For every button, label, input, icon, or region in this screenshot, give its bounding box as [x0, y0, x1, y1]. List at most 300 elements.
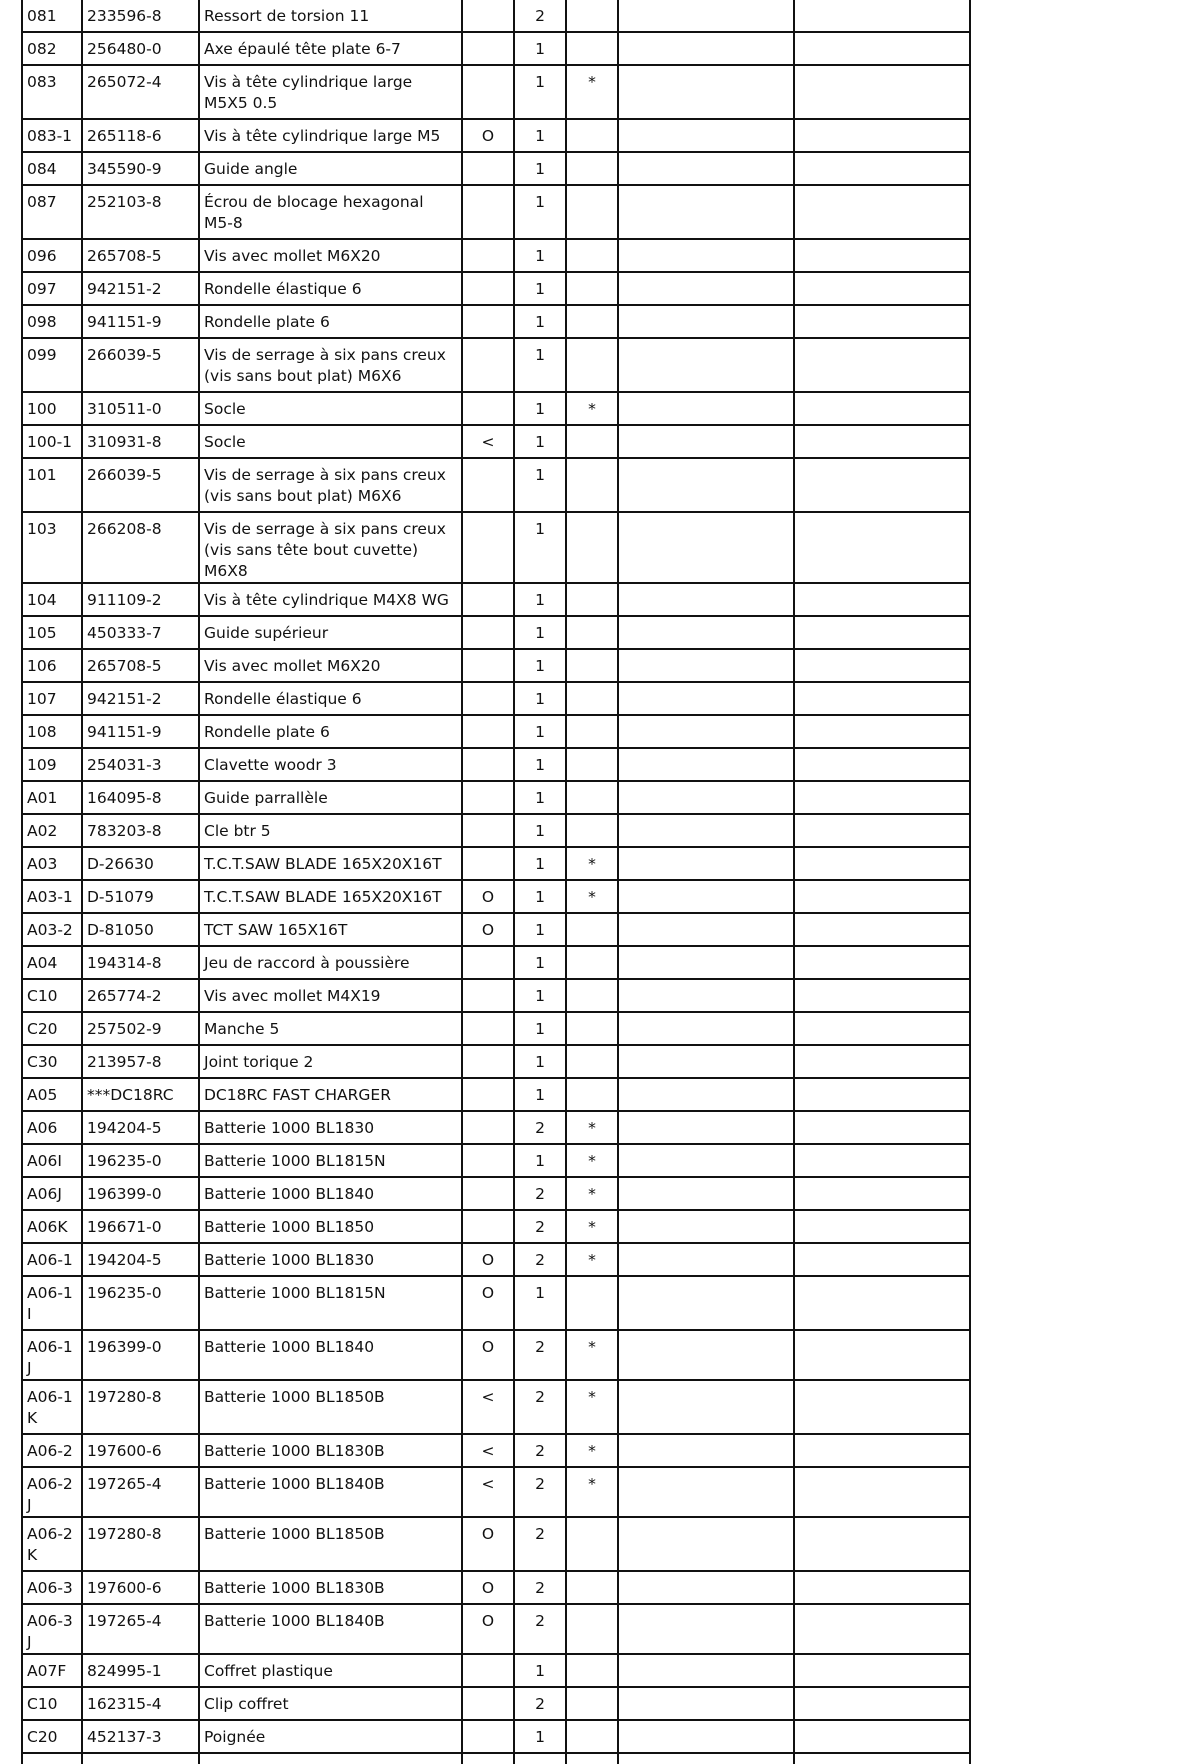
- quantity-cell: 1: [514, 1144, 566, 1177]
- empty-cell: [618, 616, 794, 649]
- marker-cell: <: [462, 1380, 514, 1434]
- empty-cell: [794, 1571, 970, 1604]
- description-cell: Rondelle plate 6: [199, 715, 462, 748]
- quantity-cell: 2: [514, 1177, 566, 1210]
- item-number-cell: A03-2: [22, 913, 82, 946]
- item-number-cell: A06-2K: [22, 1517, 82, 1571]
- marker-cell: [462, 239, 514, 272]
- empty-cell: [794, 512, 970, 583]
- item-number-cell: 101: [22, 458, 82, 512]
- empty-cell: [618, 1604, 794, 1654]
- marker-cell: [462, 781, 514, 814]
- table-row: [22, 1111, 970, 1144]
- table-row: [22, 649, 970, 682]
- empty-cell: [22, 1753, 82, 1764]
- item-number-cell: C10: [22, 979, 82, 1012]
- asterisk-cell: [566, 1604, 618, 1654]
- marker-cell: O: [462, 1276, 514, 1330]
- quantity-cell: 1: [514, 814, 566, 847]
- item-number-cell: A05: [22, 1078, 82, 1111]
- empty-cell: [618, 946, 794, 979]
- marker-cell: [462, 583, 514, 616]
- item-number-cell: A06-1: [22, 1243, 82, 1276]
- quantity-cell: 1: [514, 272, 566, 305]
- description-cell: Écrou de blocage hexagonal M5-8: [199, 185, 462, 239]
- description-cell: Vis avec mollet M6X20: [199, 239, 462, 272]
- marker-cell: [462, 979, 514, 1012]
- empty-cell: [618, 239, 794, 272]
- part-reference-cell: 265708-5: [82, 649, 199, 682]
- item-number-cell: 109: [22, 748, 82, 781]
- part-reference-cell: 941151-9: [82, 305, 199, 338]
- asterisk-cell: *: [566, 1467, 618, 1517]
- part-reference-cell: D-81050: [82, 913, 199, 946]
- description-cell: Batterie 1000 BL1815N: [199, 1144, 462, 1177]
- part-reference-cell: 265118-6: [82, 119, 199, 152]
- table-row: [22, 305, 970, 338]
- description-cell: Socle: [199, 392, 462, 425]
- description-cell: TCT SAW 165X16T: [199, 913, 462, 946]
- description-cell: Joint torique 2: [199, 1045, 462, 1078]
- table-row: [22, 239, 970, 272]
- marker-cell: [462, 272, 514, 305]
- description-cell: Guide supérieur: [199, 616, 462, 649]
- asterisk-cell: [566, 649, 618, 682]
- marker-cell: [462, 946, 514, 979]
- item-number-cell: 106: [22, 649, 82, 682]
- marker-cell: <: [462, 425, 514, 458]
- table-row: [22, 392, 970, 425]
- empty-cell: [618, 649, 794, 682]
- marker-cell: [462, 338, 514, 392]
- empty-cell: [618, 1380, 794, 1434]
- empty-cell: [794, 392, 970, 425]
- empty-cell: [618, 1210, 794, 1243]
- quantity-cell: 1: [514, 1012, 566, 1045]
- quantity-cell: 2: [514, 1210, 566, 1243]
- marker-cell: O: [462, 1330, 514, 1380]
- asterisk-cell: *: [566, 880, 618, 913]
- empty-cell: [199, 1753, 462, 1764]
- asterisk-cell: *: [566, 1210, 618, 1243]
- item-number-cell: 083-1: [22, 119, 82, 152]
- marker-cell: [462, 1045, 514, 1078]
- quantity-cell: 2: [514, 1243, 566, 1276]
- table-row: [22, 425, 970, 458]
- item-number-cell: A06-2J: [22, 1467, 82, 1517]
- quantity-cell: 2: [514, 0, 566, 32]
- empty-cell: [794, 1434, 970, 1467]
- empty-cell: [618, 458, 794, 512]
- empty-cell: [618, 1045, 794, 1078]
- quantity-cell: 1: [514, 1720, 566, 1753]
- empty-cell: [618, 583, 794, 616]
- table-row: [22, 1687, 970, 1720]
- asterisk-cell: *: [566, 1330, 618, 1380]
- empty-cell: [794, 616, 970, 649]
- empty-cell: [794, 748, 970, 781]
- quantity-cell: 1: [514, 979, 566, 1012]
- part-reference-cell: 252103-8: [82, 185, 199, 239]
- empty-cell: [618, 913, 794, 946]
- marker-cell: O: [462, 1517, 514, 1571]
- quantity-cell: 1: [514, 65, 566, 119]
- quantity-cell: 1: [514, 32, 566, 65]
- part-reference-cell: 196399-0: [82, 1177, 199, 1210]
- item-number-cell: A06-1K: [22, 1380, 82, 1434]
- empty-cell: [618, 272, 794, 305]
- quantity-cell: 1: [514, 152, 566, 185]
- part-reference-cell: 783203-8: [82, 814, 199, 847]
- empty-cell: [618, 1571, 794, 1604]
- asterisk-cell: [566, 781, 618, 814]
- description-cell: Batterie 1000 BL1815N: [199, 1276, 462, 1330]
- table-row: [22, 583, 970, 616]
- item-number-cell: A04: [22, 946, 82, 979]
- marker-cell: [462, 0, 514, 32]
- asterisk-cell: [566, 946, 618, 979]
- part-reference-cell: 266208-8: [82, 512, 199, 583]
- table-row: [22, 185, 970, 239]
- part-reference-cell: 254031-3: [82, 748, 199, 781]
- item-number-cell: A06: [22, 1111, 82, 1144]
- table-row: [22, 913, 970, 946]
- parts-table-body: [22, 0, 970, 1764]
- description-cell: Rondelle élastique 6: [199, 272, 462, 305]
- quantity-cell: 1: [514, 392, 566, 425]
- table-row: [22, 1045, 970, 1078]
- empty-cell: [618, 1753, 794, 1764]
- empty-cell: [794, 649, 970, 682]
- table-row: [22, 1177, 970, 1210]
- asterisk-cell: [566, 1078, 618, 1111]
- marker-cell: [462, 1654, 514, 1687]
- quantity-cell: 1: [514, 715, 566, 748]
- table-row: [22, 338, 970, 392]
- table-row: [22, 458, 970, 512]
- part-reference-cell: 164095-8: [82, 781, 199, 814]
- item-number-cell: A06-2: [22, 1434, 82, 1467]
- empty-cell: [794, 682, 970, 715]
- description-cell: Vis de serrage à six pans creux (vis sans bout plat) M6X6: [199, 458, 462, 512]
- description-cell: Batterie 1000 BL1840B: [199, 1604, 462, 1654]
- table-row: [22, 1604, 970, 1654]
- table-row: [22, 682, 970, 715]
- item-number-cell: A03: [22, 847, 82, 880]
- table-row: [22, 1467, 970, 1517]
- empty-cell: [794, 1045, 970, 1078]
- empty-cell: [618, 0, 794, 32]
- empty-cell: [618, 1111, 794, 1144]
- asterisk-cell: [566, 272, 618, 305]
- empty-cell: [794, 65, 970, 119]
- empty-cell: [618, 748, 794, 781]
- table-row: [22, 781, 970, 814]
- item-number-cell: A01: [22, 781, 82, 814]
- asterisk-cell: [566, 1517, 618, 1571]
- empty-cell: [462, 1753, 514, 1764]
- item-number-cell: 099: [22, 338, 82, 392]
- empty-cell: [794, 913, 970, 946]
- empty-cell: [618, 880, 794, 913]
- empty-cell: [618, 65, 794, 119]
- asterisk-cell: [566, 239, 618, 272]
- part-reference-cell: 911109-2: [82, 583, 199, 616]
- part-reference-cell: D-51079: [82, 880, 199, 913]
- marker-cell: [462, 458, 514, 512]
- item-number-cell: 084: [22, 152, 82, 185]
- empty-cell: [618, 512, 794, 583]
- empty-cell: [794, 239, 970, 272]
- description-cell: Poignée: [199, 1720, 462, 1753]
- description-cell: Batterie 1000 BL1850B: [199, 1517, 462, 1571]
- table-row: [22, 512, 970, 583]
- table-row: [22, 1517, 970, 1571]
- empty-cell: [794, 425, 970, 458]
- quantity-cell: 1: [514, 458, 566, 512]
- asterisk-cell: *: [566, 392, 618, 425]
- empty-cell: [794, 32, 970, 65]
- table-row: [22, 1720, 970, 1753]
- asterisk-cell: *: [566, 65, 618, 119]
- quantity-cell: 1: [514, 1078, 566, 1111]
- asterisk-cell: [566, 152, 618, 185]
- quantity-cell: 1: [514, 239, 566, 272]
- item-number-cell: 081: [22, 0, 82, 32]
- asterisk-cell: *: [566, 1111, 618, 1144]
- part-reference-cell: D-26630: [82, 847, 199, 880]
- asterisk-cell: *: [566, 1380, 618, 1434]
- asterisk-cell: [566, 338, 618, 392]
- item-number-cell: C20: [22, 1720, 82, 1753]
- asterisk-cell: [566, 1276, 618, 1330]
- marker-cell: O: [462, 880, 514, 913]
- table-row: [22, 1571, 970, 1604]
- quantity-cell: 1: [514, 616, 566, 649]
- empty-cell: [794, 1467, 970, 1517]
- table-row: [22, 119, 970, 152]
- part-reference-cell: 942151-2: [82, 272, 199, 305]
- item-number-cell: A02: [22, 814, 82, 847]
- table-row: [22, 65, 970, 119]
- item-number-cell: A06I: [22, 1144, 82, 1177]
- description-cell: Jeu de raccord à poussière: [199, 946, 462, 979]
- item-number-cell: 082: [22, 32, 82, 65]
- description-cell: Vis à tête cylindrique large M5: [199, 119, 462, 152]
- quantity-cell: 1: [514, 649, 566, 682]
- marker-cell: [462, 616, 514, 649]
- part-reference-cell: 942151-2: [82, 682, 199, 715]
- description-cell: Guide angle: [199, 152, 462, 185]
- part-reference-cell: 196671-0: [82, 1210, 199, 1243]
- empty-cell: [618, 1330, 794, 1380]
- quantity-cell: 1: [514, 946, 566, 979]
- empty-cell: [794, 1012, 970, 1045]
- empty-cell: [618, 847, 794, 880]
- asterisk-cell: [566, 715, 618, 748]
- table-row: [22, 715, 970, 748]
- table-row: [22, 946, 970, 979]
- marker-cell: [462, 1687, 514, 1720]
- empty-cell: [794, 1753, 970, 1764]
- asterisk-cell: [566, 512, 618, 583]
- item-number-cell: A06-3: [22, 1571, 82, 1604]
- item-number-cell: C10: [22, 1687, 82, 1720]
- asterisk-cell: [566, 1045, 618, 1078]
- empty-cell: [618, 814, 794, 847]
- empty-cell: [514, 1753, 566, 1764]
- empty-cell: [618, 1434, 794, 1467]
- table-row: [22, 1012, 970, 1045]
- empty-cell: [618, 1243, 794, 1276]
- item-number-cell: C20: [22, 1012, 82, 1045]
- marker-cell: <: [462, 1434, 514, 1467]
- marker-cell: [462, 1078, 514, 1111]
- empty-cell: [794, 0, 970, 32]
- table-row: [22, 1654, 970, 1687]
- part-reference-cell: 265072-4: [82, 65, 199, 119]
- description-cell: Vis avec mollet M4X19: [199, 979, 462, 1012]
- part-reference-cell: 196235-0: [82, 1276, 199, 1330]
- asterisk-cell: [566, 1654, 618, 1687]
- empty-cell: [794, 715, 970, 748]
- description-cell: Batterie 1000 BL1840: [199, 1330, 462, 1380]
- item-number-cell: A06K: [22, 1210, 82, 1243]
- description-cell: Cle btr 5: [199, 814, 462, 847]
- item-number-cell: A06-3J: [22, 1604, 82, 1654]
- empty-cell: [618, 1276, 794, 1330]
- quantity-cell: 1: [514, 781, 566, 814]
- quantity-cell: 1: [514, 305, 566, 338]
- marker-cell: [462, 682, 514, 715]
- description-cell: Batterie 1000 BL1850B: [199, 1380, 462, 1434]
- part-reference-cell: 824995-1: [82, 1654, 199, 1687]
- part-reference-cell: 310931-8: [82, 425, 199, 458]
- item-number-cell: 100: [22, 392, 82, 425]
- asterisk-cell: [566, 814, 618, 847]
- empty-cell: [618, 1687, 794, 1720]
- empty-cell: [618, 1012, 794, 1045]
- empty-cell: [794, 847, 970, 880]
- marker-cell: [462, 1210, 514, 1243]
- description-cell: Vis avec mollet M6X20: [199, 649, 462, 682]
- marker-cell: [462, 1012, 514, 1045]
- empty-cell: [618, 305, 794, 338]
- quantity-cell: 1: [514, 185, 566, 239]
- item-number-cell: 104: [22, 583, 82, 616]
- asterisk-cell: [566, 0, 618, 32]
- part-reference-cell: 265774-2: [82, 979, 199, 1012]
- marker-cell: O: [462, 1604, 514, 1654]
- empty-cell: [794, 814, 970, 847]
- empty-cell: [794, 1687, 970, 1720]
- empty-cell: [794, 979, 970, 1012]
- item-number-cell: A06J: [22, 1177, 82, 1210]
- marker-cell: [462, 1144, 514, 1177]
- part-reference-cell: 194314-8: [82, 946, 199, 979]
- empty-cell: [82, 1753, 199, 1764]
- asterisk-cell: [566, 32, 618, 65]
- description-cell: Axe épaulé tête plate 6-7: [199, 32, 462, 65]
- quantity-cell: 1: [514, 1276, 566, 1330]
- description-cell: Vis de serrage à six pans creux (vis sans tête bout cuvette) M6X8: [199, 512, 462, 583]
- item-number-cell: 100-1: [22, 425, 82, 458]
- description-cell: Vis de serrage à six pans creux (vis sans bout plat) M6X6: [199, 338, 462, 392]
- empty-cell: [794, 583, 970, 616]
- description-cell: T.C.T.SAW BLADE 165X20X16T: [199, 880, 462, 913]
- asterisk-cell: [566, 305, 618, 338]
- quantity-cell: 2: [514, 1467, 566, 1517]
- quantity-cell: 1: [514, 512, 566, 583]
- empty-cell: [794, 1243, 970, 1276]
- description-cell: Guide parrallèle: [199, 781, 462, 814]
- empty-cell: [794, 1330, 970, 1380]
- part-reference-cell: 197265-4: [82, 1604, 199, 1654]
- part-reference-cell: 197600-6: [82, 1571, 199, 1604]
- asterisk-cell: *: [566, 1434, 618, 1467]
- part-reference-cell: 197280-8: [82, 1517, 199, 1571]
- item-number-cell: 083: [22, 65, 82, 119]
- empty-cell: [794, 1517, 970, 1571]
- item-number-cell: 096: [22, 239, 82, 272]
- asterisk-cell: *: [566, 1243, 618, 1276]
- quantity-cell: 2: [514, 1111, 566, 1144]
- asterisk-cell: [566, 425, 618, 458]
- quantity-cell: 2: [514, 1687, 566, 1720]
- asterisk-cell: [566, 458, 618, 512]
- description-cell: Rondelle plate 6: [199, 305, 462, 338]
- table-row: [22, 1434, 970, 1467]
- asterisk-cell: *: [566, 847, 618, 880]
- part-reference-cell: 196399-0: [82, 1330, 199, 1380]
- marker-cell: [462, 392, 514, 425]
- table-row-continuation: [22, 1753, 970, 1764]
- empty-cell: [618, 185, 794, 239]
- quantity-cell: 2: [514, 1434, 566, 1467]
- item-number-cell: 098: [22, 305, 82, 338]
- part-reference-cell: 233596-8: [82, 0, 199, 32]
- asterisk-cell: *: [566, 1144, 618, 1177]
- part-reference-cell: 197600-6: [82, 1434, 199, 1467]
- marker-cell: [462, 65, 514, 119]
- marker-cell: [462, 305, 514, 338]
- part-reference-cell: 265708-5: [82, 239, 199, 272]
- marker-cell: [462, 715, 514, 748]
- item-number-cell: 107: [22, 682, 82, 715]
- description-cell: Batterie 1000 BL1830B: [199, 1571, 462, 1604]
- empty-cell: [794, 1380, 970, 1434]
- empty-cell: [618, 1654, 794, 1687]
- marker-cell: [462, 1111, 514, 1144]
- table-row: [22, 616, 970, 649]
- empty-cell: [794, 1604, 970, 1654]
- asterisk-cell: [566, 119, 618, 152]
- description-cell: Batterie 1000 BL1840: [199, 1177, 462, 1210]
- quantity-cell: 1: [514, 583, 566, 616]
- empty-cell: [618, 425, 794, 458]
- part-reference-cell: 162315-4: [82, 1687, 199, 1720]
- description-cell: DC18RC FAST CHARGER: [199, 1078, 462, 1111]
- quantity-cell: 1: [514, 913, 566, 946]
- empty-cell: [794, 1078, 970, 1111]
- asterisk-cell: [566, 1720, 618, 1753]
- asterisk-cell: [566, 616, 618, 649]
- asterisk-cell: [566, 748, 618, 781]
- description-cell: T.C.T.SAW BLADE 165X20X16T: [199, 847, 462, 880]
- quantity-cell: 2: [514, 1604, 566, 1654]
- table-row: [22, 1210, 970, 1243]
- description-cell: Coffret plastique: [199, 1654, 462, 1687]
